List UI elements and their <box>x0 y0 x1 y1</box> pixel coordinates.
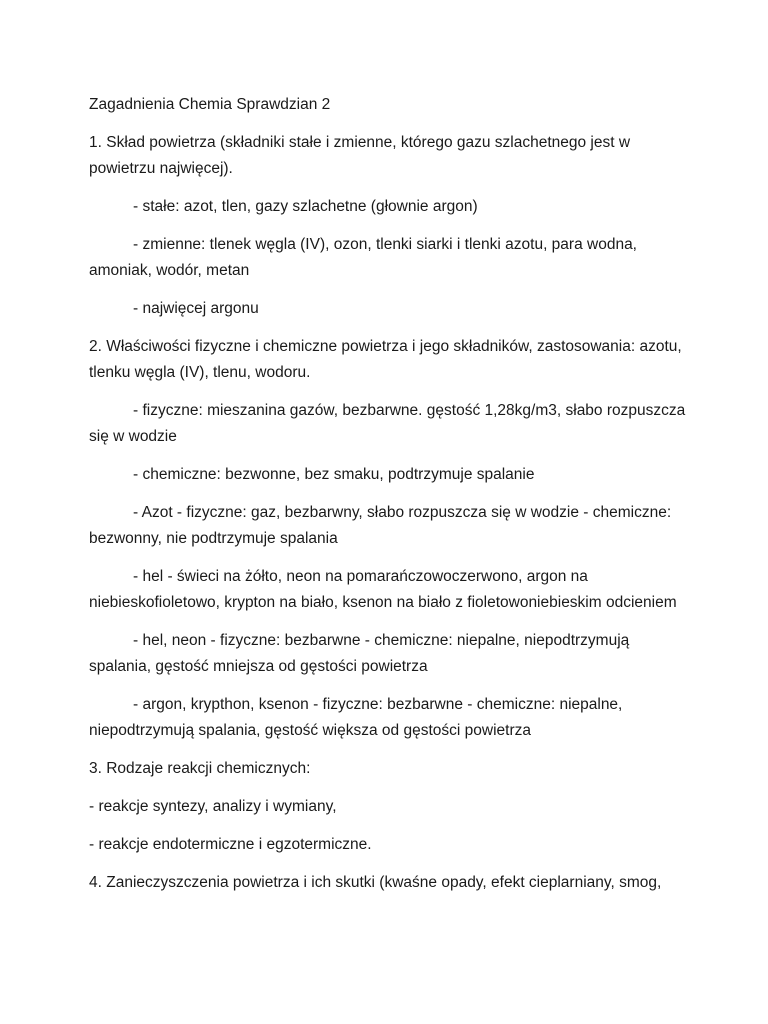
document-title: Zagadnienia Chemia Sprawdzian 2 <box>89 96 331 113</box>
paragraph-14: - reakcje endotermiczne i egzotermiczne. <box>89 836 372 853</box>
paragraph-7: - chemiczne: bezwonne, bez smaku, podtrzymuje spalanie <box>133 466 535 483</box>
paragraph-8: - Azot - fizyczne: gaz, bezbarwny, słabo rozpuszcza się w wodzie - chemiczne: bezwonny, nie podtrzymuje spalania <box>89 504 672 547</box>
paragraph-13: - reakcje syntezy, analizy i wymiany, <box>89 798 337 815</box>
paragraph-4: - najwięcej argonu <box>133 300 259 317</box>
paragraph-5: 2. Właściwości fizyczne i chemiczne powietrza i jego składników, zastosowania: azotu, tlenku węgla (IV), tlenu, wodoru. <box>89 338 682 381</box>
paragraph-2: - stałe: azot, tlen, gazy szlachetne (głownie argon) <box>133 198 478 215</box>
paragraph-1: 1. Skład powietrza (składniki stałe i zmienne, którego gazu szlachetnego jest w powietrzu najwięcej). <box>89 134 631 177</box>
paragraph-10: - hel, neon - fizyczne: bezbarwne - chemiczne: niepalne, niepodtrzymują spalania, gęstość mniejsza od gęstości powietrza <box>89 632 630 675</box>
paragraph-9: - hel - świeci na żółto, neon na pomarańczowoczerwono, argon na niebieskofioletowo, krypton na biało, ksenon na biało z fioletowoniebieskim odcieniem <box>89 568 677 611</box>
paragraph-6: - fizyczne: mieszanina gazów, bezbarwne. gęstość 1,28kg/m3, słabo rozpuszcza się w wodzie <box>89 402 686 445</box>
paragraph-12: 3. Rodzaje reakcji chemicznych: <box>89 760 311 777</box>
paragraph-11: - argon, krypthon, ksenon - fizyczne: bezbarwne - chemiczne: niepalne, niepodtrzymują spalania, gęstość większa od gęstości powietrza <box>89 696 623 739</box>
paragraph-15: 4. Zanieczyszczenia powietrza i ich skutki (kwaśne opady, efekt cieplarniany, smog, <box>89 874 662 891</box>
document-page <box>89 92 689 908</box>
paragraph-3: - zmienne: tlenek węgla (IV), ozon, tlenki siarki i tlenki azotu, para wodna, amoniak, wodór, metan <box>89 236 637 279</box>
